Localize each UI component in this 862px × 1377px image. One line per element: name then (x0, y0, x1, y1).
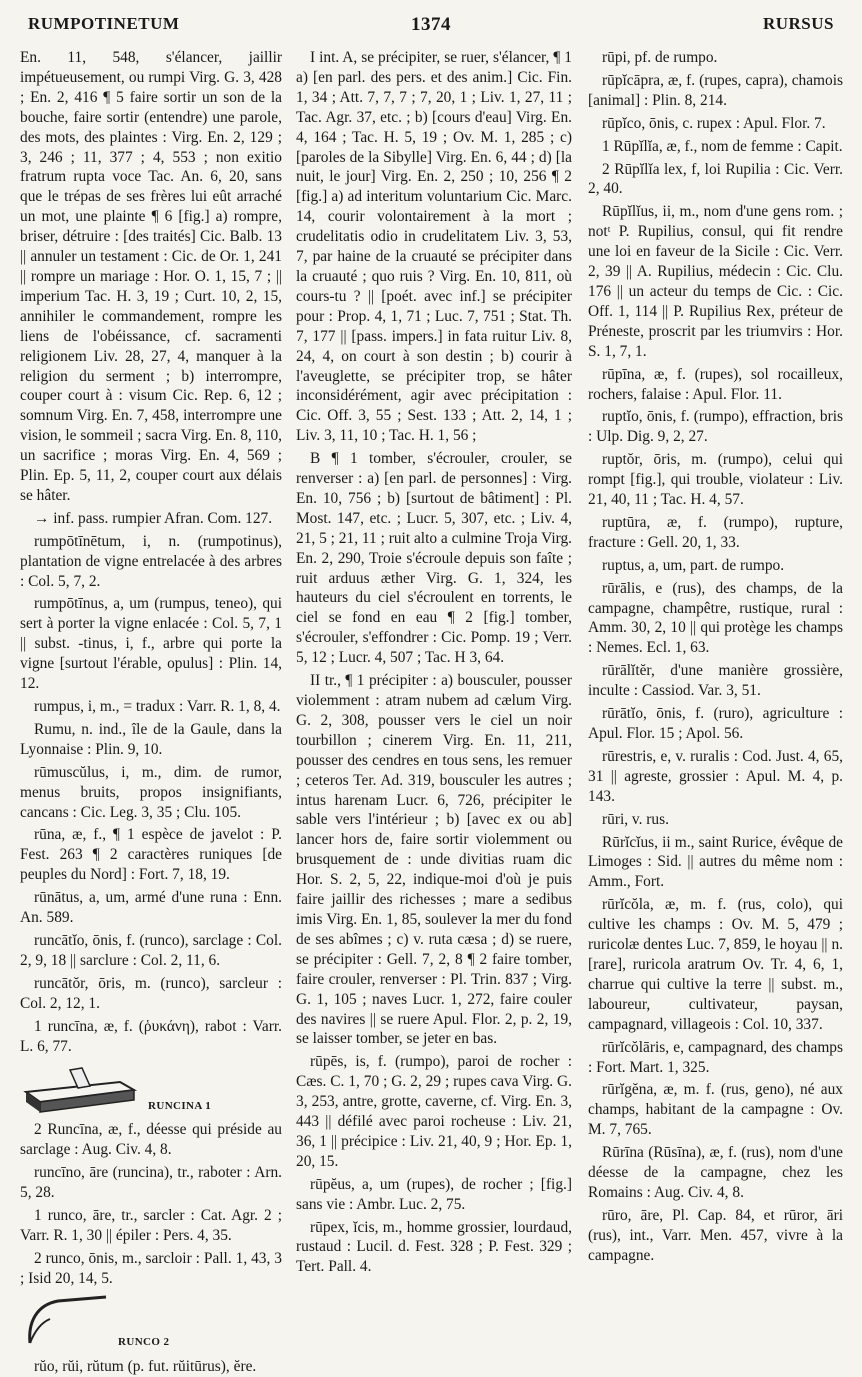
dictionary-entry: 1 runco, āre, tr., sarcler : Cat. Agr. 2 ; Varr. R. 1, 30 || épiler : Pers. 4, 35. (20, 1207, 282, 1244)
dictionary-entry: rūpi, pf. de rumpo. (602, 49, 718, 66)
dictionary-entry: rūrālis, e (rus), des champs, de la campagne, champêtre, rustique, rural : Amm. 30, 2, 10 || qui protège les champs : Nemes. Ecl. 1, 63. (588, 579, 843, 657)
dictionary-entry: I int. A, se précipiter, se ruer, s'élancer, ¶ 1 a) [en parl. des pers. et des anim.] Cic. Fin. 1, 34 ; Att. 7, 7, 7 ; 7, 20, 1 ; Liv. 1, 27, 11 ; Tac. Agr. 37, etc. ; b) [cours d'eau] Virg. En. 4, 164 ; Tac. H. 5, 19 ; Ov. M. 1, 285 ; c) [paroles de la Sibylle] Virg. En. 6, 44 ; d) [la nuit, le jour] Virg. En. 2, 250 ; 10, 256 ¶ 2 [fig.] a) ad interitum voluntarium Cic. Marc. 14, courir volontairement à la mort ; crudelitatis odio in crudelitatem Liv. 3, 53, 7, par haine de la cruauté se précipiter dans la cruauté ; quo ruis ? Virg. En. 10, 811, où cours-tu ? || [poét. avec inf.] se précipiter pour : Prop. 4, 1, 71 ; Luc. 7, 751 ; Stat. Th. 7, 177 || [pass. impers.] in fata ruitur Liv. 8, 24, 4, on court à son destin ; b) courir à l'aveuglette, se précipiter trop, se hâter inconsidérément, agir avec précipitation : Cic. Off. 3, 55 ; Sest. 133 ; Att. 2, 14, 1 ; Liv. 3, 11, 10 ; Tac. H. 1, 56 ; (296, 49, 572, 445)
dictionary-entry: rūpex, ĭcis, m., homme grossier, lourdaud, rustaud : Lucil. d. Fest. 328 ; P. Fest. 329 ; Tert. Pall. 4. (296, 1218, 572, 1276)
dictionary-entry: ruptūra, æ, f. (rumpo), rupture, fracture : Gell. 20, 1, 33. (588, 513, 843, 551)
plane-tool-drawing (20, 1060, 140, 1116)
dictionary-entry: runcātŏr, ōris, m. (runco), sarcleur : Col. 2, 12, 1. (20, 974, 282, 1012)
dictionary-entry: rūrālĭtĕr, d'une manière grossière, inculte : Cassiod. Var. 3, 51. (588, 662, 843, 700)
dictionary-entry: Rumu, n. ind., île de la Gaule, dans la Lyonnaise : Plin. 9, 10. (20, 720, 282, 758)
dictionary-entry: Rūpĭlĭus, ii, m., nom d'une gens rom. ; notᵗ P. Rupilius, consul, qui fit rendre une loi en faveur de la Sicile : Cic. Verr. 2, 39 || A. Rupilius, médecin : Cic. Clu. 176 || un acteur du temps de Cic. : Cic. Off. 1, 114 || P. Rupilius Rex, préteur de Préneste, proscrit par les triumvirs : Hor. S. 1, 7, 1. (588, 203, 843, 360)
dictionary-entry: rūpĕus, a, um (rupes), de rocher ; [fig.] sans vie : Ambr. Luc. 2, 75. (296, 1175, 572, 1213)
figure-caption: RUNCINA 1 (148, 1099, 212, 1112)
dictionary-entry: rumpus, i, m., = tradux : Varr. R. 1, 8, 4. (34, 698, 281, 715)
dictionary-entry: rumpōtīnētum, i, n. (rumpotinus), plantation de vigne entrelacée à des arbres : Col. 5, 7, 2. (20, 532, 282, 590)
dictionary-entry: rūrĭcŏla, æ, m. f. (rus, colo), qui cultive les champs : Ov. M. 5, 479 ; ruricolæ dentes Luc. 7, 859, le hoyau || n. [rare], ruricola aratrum Ov. Tr. 4, 6, 1, charrue qui cultive la terre || subst. m., laboureur, cultivateur, paysan, campagnard, villageois : Col. 10, 337. (588, 896, 843, 1033)
dictionary-entry: rūnātus, a, um, armé d'une runa : Enn. An. 589. (20, 889, 282, 927)
dictionary-entry: En. 11, 548, s'élancer, jaillir impétueusement, ou rumpi Virg. G. 3, 428 ; En. 2, 416 ¶ 5 faire sortir un son de la bouche, faire sortir (entendre) une parole, des mots, des plaintes : Virg. En. 2, 129 ; 3, 246 ; 11, 377 ; 4, 553 ; non exitio fratrum rupta voce Tac. An. 6, 20, sans que le trépas de ses frères lui eût arraché un mot, une plainte ¶ 6 [fig.] a) rompre, briser, détruire : [des traités] Cic. Balb. 13 || annuler un testament : Cic. de Or. 1, 241 || rompre un mariage : Hor. O. 1, 15, 7 ; || imperium Tac. H. 3, 19 ; Curt. 10, 2, 15, annihiler le commandement, rompre les liens de l'obéissance, cf. sacramenti religionem Liv. 28, 27, 4, manquer à la religion du serment ; b) interrompre, couper court à : visum Cic. Rep. 6, 12 ; somnum Virg. En. 7, 458, interrompre une vision, le sommeil ; sacra Virg. En. 8, 110, un sacrifice ; moras Virg. En. 4, 569 ; Plin. Ep. 5, 11, 2, couper court aux délais se hâter. (20, 49, 282, 504)
column-3 (588, 48, 843, 1348)
dictionary-entry: ruptŏr, ōris, m. (rumpo), celui qui rompt [fig.], qui trouble, violateur : Liv. 21, 40, 11 ; Tac. H. 4, 57. (588, 451, 843, 509)
figure-caption: RUNCO 2 (118, 1335, 170, 1348)
dictionary-entry: rumpōtīnus, a, um (rumpus, teneo), qui sert à porter la vigne enlacée : Col. 5, 7, 1 || subst. -tinus, i, f., arbre qui porte la vigne [surtout l'érable, opulus] : Plin. 14, 12. (20, 595, 282, 693)
dictionary-entry: runcīno, āre (runcina), tr., raboter : Arn. 5, 28. (20, 1164, 282, 1202)
running-head-left: RUMPOTINETUM (28, 14, 180, 33)
dictionary-entry: runcātĭo, ōnis, f. (runco), sarclage : Col. 2, 9, 18 || sarclure : Col. 2, 11, 6. (20, 931, 282, 969)
dictionary-entry: → inf. pass. rumpier Afran. Com. 127. (34, 509, 273, 527)
dictionary-entry: ruptĭo, ōnis, f. (rumpo), effraction, bris : Ulp. Dig. 9, 2, 27. (588, 408, 843, 446)
dictionary-entry: rūri, v. rus. (602, 810, 669, 828)
dictionary-entry: Rūrīna (Rūsīna), æ, f. (rus), nom d'une déesse de la campagne, chez les Romains : Aug. Civ. 4, 8. (588, 1144, 843, 1201)
running-head-right: RURSUS (762, 14, 834, 33)
runco-illustration (20, 1293, 282, 1353)
column-2 (296, 48, 572, 1348)
dictionary-entry: II tr., ¶ 1 précipiter : a) bousculer, pousser violemment : atram nubem ad cælum Virg. G. 2, 308, pousser vers le ciel un noir tourbillon ; cinerem Virg. En. 11, 211, pousser des cendres en tous sens, les remuer ; ceteros Ter. Ad. 319, bousculer les autres ; intus harenam Lucr. 6, 726, précipiter le sable vers l'intérieur ; b) [avec ex ou ab] lancer hors de, faire sortir violemment ou brusquement de : unde divitias ruam dic Hor. S. 2, 5, 22, indique-moi d'où je puis faire jaillir des richesses ; mare a sedibus imis Virg. En. 1, 85, soulever la mer du fond de ses abîmes ; c) v. ruta cæsa ; d) se ruere, se précipiter : Gell. 7, 2, 8 ¶ 2 faire tomber, faire crouler, renverser : Pl. Trin. 837 ; Virg. G. 1, 105 ; naves Lucr. 1, 272, faire couler des navires || se ruere Apul. Flor. 2, p. 2, 19, se laisser tomber, se jeter en bas. (296, 672, 572, 1048)
dictionary-entry: rūpīna, æ, f. (rupes), sol rocailleux, rochers, falaise : Apul. Flor. 11. (588, 365, 843, 403)
weeding-hook-drawing (20, 1293, 110, 1353)
dictionary-entry: rūpĭco, ōnis, c. rupex : Apul. Flor. 7. (602, 114, 826, 132)
dictionary-entry: B ¶ 1 tomber, s'écrouler, crouler, se renverser : a) [en parl. de personnes] : Virg. En. 10, 756 ; b) [surtout de bâtiment] : Pl. Most. 147, etc. ; Lucr. 5, 307, etc. ; Liv. 4, 21, 5 ; 21, 11 ; ruit alto a culmine Troja Virg. En. 2, 290, Troie s'écroule depuis son faîte ; ruit arduus æther Virg. G. 1, 324, les hauteurs du ciel s'écroulent en torrents, le ciel se fond en eau ¶ 2 [fig.] tomber, s'écrouler, s'effondrer : Cic. Pomp. 19 ; Verr. 5, 12 ; Lucr. 4, 507 ; Tac. H 3, 64. (296, 450, 572, 667)
dictionary-entry: rūrestris, e, v. ruralis : Cod. Just. 4, 65, 31 || agreste, grossier : Apul. M. 4, p. 143. (588, 747, 843, 805)
dictionary-entry: Rūrĭcĭus, ii m., saint Rurice, évêque de Limoges : Sid. || autres du même nom : Amm., Fort. (588, 833, 843, 891)
dictionary-entry: 1 Rūpĭlĭa, æ, f., nom de femme : Capit. (602, 137, 843, 155)
dictionary-entry: rūrĭgĕna, æ, m. f. (rus, geno), né aux champs, habitant de la campagne : Ov. M. 7, 765. (588, 1081, 843, 1139)
dictionary-entry: 2 runco, ōnis, m., sarcloir : Pall. 1, 43, 3 ; Isid 20, 14, 5. (20, 1249, 282, 1287)
dictionary-entry: rūrĭcŏlāris, e, campagnard, des champs : Fort. Mart. 1, 325. (588, 1038, 843, 1076)
dictionary-entry: rūpĭcāpra, æ, f. (rupes, capra), chamois [animal] : Plin. 8, 214. (588, 71, 843, 109)
column-1 (20, 48, 282, 1375)
dictionary-entry: rūrātĭo, ōnis, f. (ruro), agriculture : Apul. Flor. 15 ; Apol. 56. (588, 705, 843, 742)
dictionary-entry: 2 Rūpĭlĭa lex, f, loi Rupilia : Cic. Verr. 2, 40. (588, 160, 843, 198)
dictionary-entry: 2 Runcīna, æ, f., déesse qui préside au sarclage : Aug. Civ. 4, 8. (20, 1121, 282, 1159)
dictionary-entry: ruptus, a, um, part. de rumpo. (602, 556, 785, 574)
dictionary-entry: rūmuscŭlus, i, m., dim. de rumor, menus bruits, propos insignifiants, cancans : Cic. Leg. 3, 35 ; Clu. 105. (20, 763, 282, 821)
runcina-illustration (20, 1060, 282, 1116)
page-number: 1374 (411, 14, 451, 35)
dictionary-entry: 1 runcīna, æ, f. (ῥυκάνη), rabot : Varr. L. 6, 77. (20, 1017, 282, 1055)
dictionary-entry: rūna, æ, f., ¶ 1 espèce de javelot : P. Fest. 263 ¶ 2 caractères runiques [de peuples du Nord] : Fort. 7, 18, 19. (20, 826, 282, 884)
dictionary-entry: rŭo, rŭi, rŭtum (p. fut. rŭitūrus), ĕre. (34, 1357, 257, 1375)
dictionary-entry: rūpēs, is, f. (rumpo), paroi de rocher : Cæs. C. 1, 70 ; G. 2, 29 ; rupes cava Virg. G. 3, 253, antre, grotte, caverne, cf. Virg. En. 3, 443 || défilé avec paroi rocheuse : Liv. 21, 36, 1 || précipice : Liv. 21, 40, 9 ; Hor. Ep. 1, 20, 15. (296, 1053, 572, 1170)
dictionary-entry: rūro, āre, Pl. Cap. 84, et rūror, āri (rus), int., Varr. Men. 457, vivre à la campagne. (588, 1206, 843, 1264)
